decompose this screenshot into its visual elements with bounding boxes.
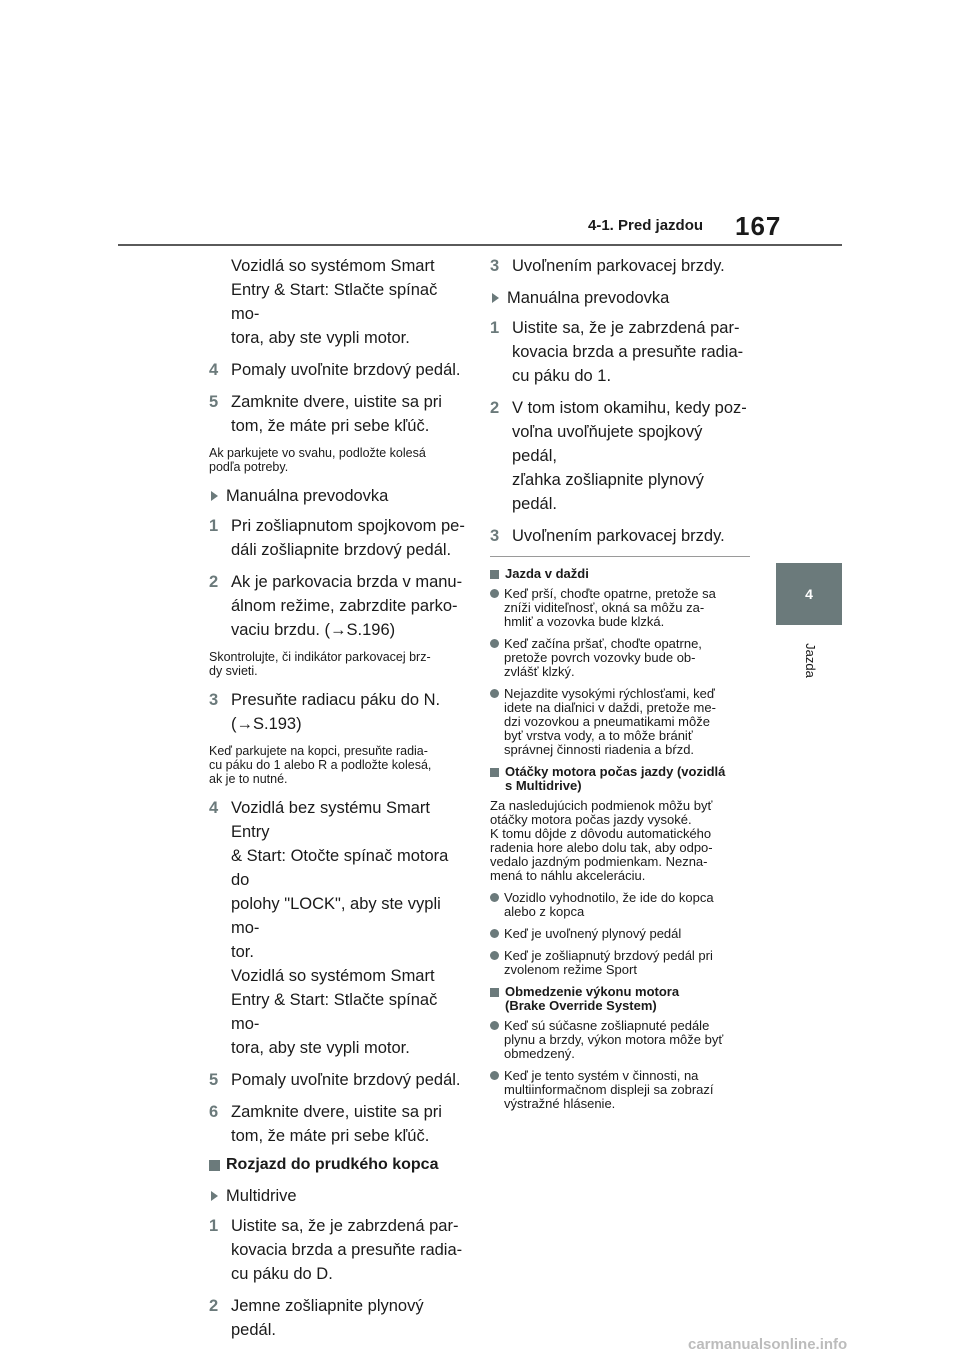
step-number: 2: [209, 1297, 219, 1315]
bullet-dot-icon: [490, 689, 499, 698]
text-line: & Start: Otočte spínač motora do: [231, 847, 449, 889]
step-item: [209, 358, 467, 382]
step-item: [490, 396, 750, 516]
bullet-text: [504, 587, 716, 629]
text-line: polohy "LOCK", aby ste vypli mo-: [231, 895, 441, 937]
chapter-label: [780, 635, 840, 685]
heading-text: Jazda v daždi: [505, 566, 589, 581]
bullet-text: [504, 891, 714, 919]
bullet-text: [504, 1069, 714, 1111]
chapter-label-text: Jazda: [802, 642, 818, 678]
step-number: 4: [209, 361, 219, 379]
info-heading: [490, 567, 750, 581]
text-line: cu páku do 1.: [512, 367, 612, 385]
text-line: multiinformačnom displeji sa zobrazí: [504, 1082, 714, 1097]
bullet-item: [490, 587, 750, 629]
text-line: tora, aby ste vypli motor.: [231, 329, 410, 347]
step-text: [231, 796, 467, 1060]
text-line: Uistite sa, že je zabrzdená par-: [512, 319, 740, 337]
text-line: Ak je parkovacia brzda v manu-: [231, 573, 463, 591]
bullet-dot-icon: [490, 1021, 499, 1030]
chapter-tab: [776, 563, 842, 625]
text-line: zľahka zošliapnite plynový pedál.: [512, 471, 704, 513]
bullet-item: [490, 1069, 750, 1111]
triangle-arrow-icon: [211, 491, 218, 501]
text-line: správnej činnosti riadenia a bŕzd.: [504, 742, 695, 757]
step-number: 2: [209, 573, 219, 591]
text-line: Vozidlo vyhodnotilo, že ide do kopca: [504, 890, 714, 905]
step-text: [512, 316, 750, 388]
step-item: [490, 524, 750, 548]
text-line: pretože povrch vozovky bude ob-: [504, 650, 696, 665]
text-line: Uistite sa, že je zabrzdená par-: [231, 1217, 459, 1235]
heading-text: Rozjazd do prudkého kopca: [226, 1156, 439, 1173]
text-line: Nejazdite vysokými rýchlosťami, keď: [504, 686, 715, 701]
heading-text: [505, 765, 725, 793]
text-line: (Brake Override System): [505, 998, 657, 1013]
step-number: 1: [490, 319, 500, 337]
info-heading: [490, 985, 750, 1013]
subsection-manual: [209, 484, 467, 508]
subsection-label: Multidrive: [226, 1187, 297, 1205]
step-text: [231, 1214, 467, 1286]
step-text: [231, 688, 467, 736]
bullet-item: [490, 1019, 750, 1061]
text-line: Ak parkujete vo svahu, podložte kolesá: [209, 446, 426, 460]
step-item: [490, 316, 750, 388]
subsection-multidrive: [209, 1184, 467, 1208]
note: [209, 744, 467, 786]
text-line: Zamknite dvere, uistite sa pri: [231, 393, 442, 411]
text-line: cu páku do D.: [231, 1265, 333, 1283]
text-line: otáčky motora počas jazdy vysoké.: [490, 812, 692, 827]
note: [209, 446, 467, 474]
step-item: [209, 1068, 467, 1092]
watermark: carmanualsonline.info: [688, 1336, 848, 1353]
step-text: [231, 570, 467, 642]
text-line: zvolenom režime Sport: [504, 962, 637, 977]
step-number: 1: [209, 517, 219, 535]
text-line: Presuňte radiacu páku do N.: [231, 691, 441, 709]
text-line: Keď prší, choďte opatrne, pretože sa: [504, 586, 716, 601]
square-bullet-icon: [209, 1160, 220, 1171]
bullet-dot-icon: [490, 951, 499, 960]
text-line: mená to náhlu akceleráciu.: [490, 868, 646, 883]
text-line: výstražné hlásenie.: [504, 1096, 616, 1111]
text-line: dáli zošliapnite brzdový pedál.: [231, 541, 452, 559]
step-text: Jemne zošliapnite plynový pedál.: [231, 1297, 424, 1339]
step-item: [209, 1100, 467, 1148]
text-line: podľa potreby.: [209, 460, 289, 474]
text-line: V tom istom okamihu, kedy poz-: [512, 399, 747, 417]
step-number: 1: [209, 1217, 219, 1235]
text-line: Za nasledujúcich podmienok môžu byť: [490, 798, 713, 813]
bullet-item: [490, 949, 750, 977]
subsection-label: Manuálna prevodovka: [507, 289, 670, 307]
text-line: idete na diaľnici v daždi, pretože me-: [504, 700, 716, 715]
text-line: álnom režime, zabrzdite parko-: [231, 597, 458, 615]
square-bullet-icon: [490, 570, 499, 579]
text-line: tom, že máte pri sebe kľúč.: [231, 1127, 430, 1145]
subsection-manual: [490, 286, 750, 310]
text-line: Skontrolujte, či indikátor parkovacej brz-: [209, 650, 431, 664]
info-divider: [490, 556, 750, 557]
bullet-text: [504, 949, 713, 977]
step-item: [209, 1294, 467, 1342]
section-title: 4-1. Pred jazdou: [588, 217, 704, 234]
step-number: 3: [490, 257, 500, 275]
text-line: Keď sú súčasne zošliapnuté pedále: [504, 1018, 710, 1033]
bullet-item: [490, 637, 750, 679]
page-reference[interactable]: vaciu brzdu. (→S.196): [231, 621, 396, 639]
bullet-dot-icon: [490, 929, 499, 938]
step-number: 5: [209, 1071, 219, 1089]
header-divider: [118, 244, 842, 246]
page-number: 167: [735, 211, 782, 241]
triangle-arrow-icon: [492, 293, 499, 303]
text-line: Keď je uvoľnený plynový pedál: [504, 926, 682, 941]
text-line: Keď začína pršať, choďte opatrne,: [504, 636, 702, 651]
text-line: Pri zošliapnutom spojkovom pe-: [231, 517, 465, 535]
step-text: Pomaly uvoľnite brzdový pedál.: [231, 1071, 461, 1089]
text-line: tora, aby ste vypli motor.: [231, 1039, 410, 1057]
step-text: [231, 390, 467, 438]
text-line: obmedzený.: [504, 1046, 575, 1061]
info-paragraph: [490, 799, 750, 883]
triangle-arrow-icon: [211, 1191, 218, 1201]
step-number: 6: [209, 1103, 219, 1121]
bullet-dot-icon: [490, 639, 499, 648]
text-line: Otáčky motora počas jazdy (vozidlá: [505, 764, 726, 779]
text-line: dzi vozovkou a pneumatikami môže: [504, 714, 710, 729]
step-number: 4: [209, 799, 219, 817]
bullet-text: [504, 687, 716, 757]
step-text: [231, 514, 467, 562]
page-reference[interactable]: (→S.193): [231, 715, 302, 733]
text-line: tom, že máte pri sebe kľúč.: [231, 417, 430, 435]
bullet-item: [490, 687, 750, 757]
step-text: Pomaly uvoľnite brzdový pedál.: [231, 361, 461, 379]
step-item: [209, 1214, 467, 1286]
square-bullet-icon: [490, 988, 499, 997]
text-line: tor.: [231, 943, 254, 961]
subsection-label: Manuálna prevodovka: [226, 487, 389, 505]
text-line: zníži viditeľnosť, okná sa môžu za-: [504, 600, 705, 615]
step-text: [231, 1100, 467, 1148]
text-line: Zamknite dvere, uistite sa pri: [231, 1103, 442, 1121]
bullet-text: [504, 927, 681, 941]
step-item: [209, 570, 467, 642]
text-line: s Multidrive): [505, 778, 582, 793]
bullet-dot-icon: [490, 589, 499, 598]
text-line: Keď parkujete na kopci, presuňte radia-: [209, 744, 428, 758]
step-text: Uvoľnením parkovacej brzdy.: [512, 257, 725, 275]
text-line: Vozidlá so systémom Smart: [231, 967, 435, 985]
step-item: [209, 796, 467, 1060]
info-heading: [490, 765, 750, 793]
step-item: [209, 514, 467, 562]
step-item: [209, 390, 467, 438]
right-column: [490, 254, 750, 1119]
bullet-item: [490, 927, 750, 941]
text-line: Vozidlá bez systému Smart Entry: [231, 799, 430, 841]
text-line: radenia hore alebo dolu tak, aby odpo-: [490, 840, 713, 855]
heading-text: [505, 985, 679, 1013]
step-number: 3: [490, 527, 500, 545]
step-item: [490, 254, 750, 278]
step-number: 5: [209, 393, 219, 411]
step-text: [512, 396, 750, 516]
step-item: [209, 688, 467, 736]
text-line: zvlášť klzký.: [504, 664, 575, 679]
text-line: byť vrstva vody, a to môže brániť: [504, 728, 693, 743]
section-heading: [209, 1156, 467, 1174]
text-line: dy svieti.: [209, 664, 258, 678]
step-number: 2: [490, 399, 500, 417]
note: [209, 650, 467, 678]
text-line: voľna uvoľňujete spojkový pedál,: [512, 423, 703, 465]
text-line: alebo z kopca: [504, 904, 585, 919]
text-line: Obmedzenie výkonu motora: [505, 984, 680, 999]
bullet-item: [490, 891, 750, 919]
text-line: Entry & Start: Stlačte spínač mo-: [231, 991, 438, 1033]
text-line: Entry & Start: Stlačte spínač mo-: [231, 281, 438, 323]
text-line: plynu a brzdy, výkon motora môže byť: [504, 1032, 724, 1047]
text-line: kovacia brzda a presuňte radia-: [231, 1241, 463, 1259]
text-line: vedalo jazdným podmienkam. Nezna-: [490, 854, 708, 869]
text-line: Keď je zošliapnutý brzdový pedál pri: [504, 948, 713, 963]
bullet-dot-icon: [490, 893, 499, 902]
intro-paragraph: [231, 254, 467, 350]
square-bullet-icon: [490, 768, 499, 777]
text-line: hmliť a vozovka bude klzká.: [504, 614, 665, 629]
step-text: Uvoľnením parkovacej brzdy.: [512, 527, 725, 545]
left-column: [209, 254, 467, 1350]
bullet-text: [504, 1019, 723, 1061]
step-number: 3: [209, 691, 219, 709]
text-line: K tomu dôjde z dôvodu automatického: [490, 826, 712, 841]
text-line: kovacia brzda a presuňte radia-: [512, 343, 744, 361]
text-line: Keď je tento systém v činnosti, na: [504, 1068, 699, 1083]
bullet-dot-icon: [490, 1071, 499, 1080]
bullet-text: [504, 637, 702, 679]
text-line: ak je to nutné.: [209, 772, 288, 786]
text-line: Vozidlá so systémom Smart: [231, 257, 435, 275]
text-line: cu páku do 1 alebo R a podložte kolesá,: [209, 758, 432, 772]
chapter-number: 4: [805, 586, 813, 602]
